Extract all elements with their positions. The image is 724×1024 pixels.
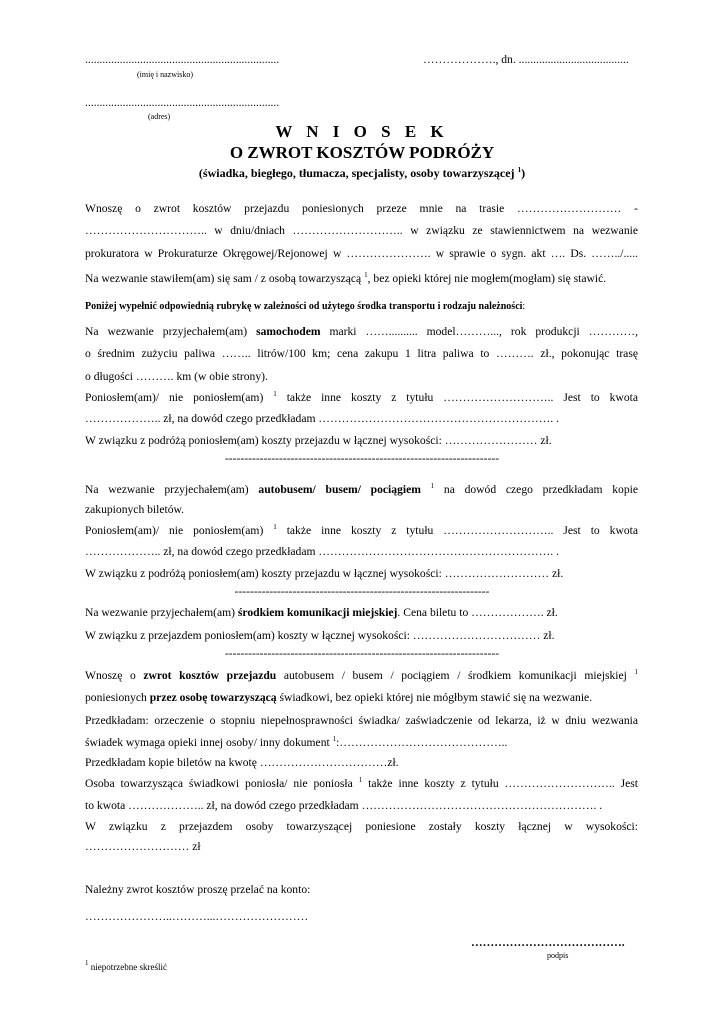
footnote-marker: 1 <box>634 668 638 676</box>
companion-line-6-b: także inne koszty z tytułu ……………………….. Jest <box>362 777 638 790</box>
intro-line-2: ………………………….. w dniu/dniach ……………………….. w związku ze stawiennictwem na wezwanie <box>85 224 638 237</box>
address-caption: (adres) <box>148 112 171 121</box>
city-line-1-c: . Cena biletu to ………………. zł. <box>397 606 558 619</box>
companion-line-8: W związku z przejazdem osoby towarzyszącej poniesione zostały koszty łącznej w wysokości: <box>85 820 638 833</box>
car-line-1-a: Na wezwanie przyjechałem(am) <box>85 325 257 338</box>
bus-line-1 <box>85 481 638 498</box>
separator-2: ------------------------------------------------------------------ <box>234 585 490 598</box>
footnote-marker: 1 <box>358 776 363 784</box>
separator-3: ----------------------------------------------------------------------- <box>224 647 500 660</box>
footnote-marker: 1 <box>85 959 89 967</box>
signature-line: …………………………………. <box>471 936 625 949</box>
car-line-5: ……………….. zł, na dowód czego przedkładam ……………………………………………………. . <box>85 412 559 425</box>
intro-line-3: prokuratora w Prokuraturze Okręgowej/Rejonowej w …………………. w sprawie o sygn. akt …. Ds. ……../..... <box>85 247 638 260</box>
city-line-1 <box>85 604 638 621</box>
companion-line-2 <box>85 689 638 706</box>
bus-line-4: ……………….. zł, na dowód czego przedkładam ……………………………………………………. . <box>85 545 559 558</box>
title-line-2-wrap <box>0 143 724 163</box>
car-line-4 <box>85 389 638 406</box>
car-line-1 <box>85 323 638 340</box>
car-line-1-c: marki …….......... model………..., rok produkcji …………, <box>320 325 639 338</box>
car-line-3: o długości ………. km (w obie strony). <box>85 370 268 383</box>
title-line-3-text: (świadka, biegłego, tłumacza, specjalisty, osoby towarzyszącej <box>198 166 518 180</box>
bus-line-3-a: Poniosłem(am)/ nie poniosłem(am) <box>85 524 274 537</box>
separator-1: ----------------------------------------------------------------------- <box>224 452 500 465</box>
instruction-colon: : <box>522 301 526 312</box>
city-line-1-a: Na wezwanie przyjechałem(am) <box>85 606 238 619</box>
bus-line-5: W związku z podróżą poniosłem(am) koszty przejazdu w łącznej wysokości: ……………………… zł. <box>85 567 564 580</box>
account-number-field: …………………..………...…………………… <box>85 910 309 923</box>
place-date-line: ………………., dn. ...................................... <box>423 53 629 66</box>
companion-line-2-c: świadkowi, bez opieki której nie mógłbym stawić się na wezwanie. <box>276 691 593 704</box>
bus-line-3 <box>85 522 638 539</box>
bus-line-1-c: na dowód czego przedkładam kopie <box>434 483 639 496</box>
intro-line-1: Wnoszę o zwrot kosztów przejazdu poniesionych przeze mnie na trasie ……………………… - <box>85 202 638 215</box>
companion-line-7: to kwota ……………….. zł, na dowód czego przedkładam ……………………………………………………. . <box>85 799 603 812</box>
title-line-3-end: ) <box>521 166 526 180</box>
bus-line-1-a: Na wezwanie przyjechałem(am) <box>85 483 259 496</box>
companion-line-6 <box>85 775 638 792</box>
address-line: ................................................................... <box>85 96 280 109</box>
name-caption: (imię i nazwisko) <box>137 70 193 79</box>
companion-line-1-c: autobusem / busem / pociągiem / środkiem komunikacji miejskiej <box>276 669 635 682</box>
car-line-4-b: także inne koszty z tytułu ……………………….. Jest to kwota <box>276 391 638 404</box>
title-line-2: O ZWROT KOSZTÓW PODRÓŻY <box>229 143 495 162</box>
bus-line-2: zakupionych biletów. <box>85 503 185 516</box>
name-line: ................................................................... <box>85 53 280 66</box>
bus-line-3-b: także inne koszty z tytułu ……………………….. Jest to kwota <box>276 524 638 537</box>
intro-line-4-b: , bez opieki której nie mogłem(mogłam) się stawić. <box>367 272 607 285</box>
companion-line-4-b: :…………………………………….. <box>336 736 508 749</box>
title-line-1: W N I O S E K <box>275 122 449 141</box>
car-line-6: W związku z podróżą poniosłem(am) koszty przejazdu w łącznej wysokości: …………………… zł. <box>85 434 552 447</box>
companion-line-3: Przedkładam: orzeczenie o stopniu niepełnosprawności świadka/ zaświadczenie od lekarza, iż w dniu wezwania <box>85 714 638 727</box>
car-line-2: o średnim zużyciu paliwa …….. litrów/100 km; cena zakupu 1 litra paliwa to ………. zł., pokonując trasę <box>85 347 638 360</box>
companion-line-5: Przedkładam kopie biletów na kwotę ……………………………zł. <box>85 756 399 769</box>
companion-line-9: ……………………… zł <box>85 840 201 853</box>
car-line-1-bold: samochodem <box>256 325 321 338</box>
footnote <box>85 959 167 972</box>
companion-line-1-bold: zwrot kosztów przejazdu <box>143 669 277 682</box>
companion-line-4-a: świadek wymaga opieki innej osoby/ inny dokument <box>85 736 333 749</box>
bus-line-1-bold: autobusem/ busem/ pociągiem <box>258 483 421 496</box>
companion-line-1-a: Wnoszę o <box>85 669 144 682</box>
companion-line-2-a: poniesionych <box>85 691 150 704</box>
companion-line-6-a: Osoba towarzysząca świadkowi poniosła/ nie poniosła <box>85 777 359 790</box>
instruction-text <box>85 298 638 315</box>
companion-line-1 <box>85 667 638 684</box>
title-line-3 <box>0 166 724 181</box>
instruction-main: Poniżej wypełnić odpowiednią rubrykę w zależności od użytego środka transportu i rodzaju należności <box>85 301 523 312</box>
car-line-4-a: Poniosłem(am)/ nie poniosłem(am) <box>85 391 274 404</box>
footnote-marker: 1 <box>273 390 277 398</box>
footnote-marker: 1 <box>430 482 435 490</box>
document-title <box>0 122 724 142</box>
intro-line-4-a: Na wezwanie stawiłem(am) się sam / z osobą towarzyszącą <box>85 272 365 285</box>
city-line-2: W związku z przejazdem poniosłem(am) koszty w łącznej wysokości: …………………………… zł. <box>85 629 555 642</box>
city-line-1-bold: środkiem komunikacji miejskiej <box>237 606 398 619</box>
footnote-text: niepotrzebne skreślić <box>88 962 167 972</box>
footnote-marker: 1 <box>332 735 337 743</box>
footnote-marker: 1 <box>364 271 368 279</box>
companion-line-4 <box>85 734 638 751</box>
signature-caption: podpis <box>547 951 569 960</box>
intro-line-4 <box>85 270 638 287</box>
footnote-marker: 1 <box>273 523 277 531</box>
companion-line-2-bold: przez osobę towarzyszącą <box>149 691 277 704</box>
footnote-marker: 1 <box>517 166 522 174</box>
account-label: Należny zwrot kosztów proszę przelać na konto: <box>85 883 311 896</box>
